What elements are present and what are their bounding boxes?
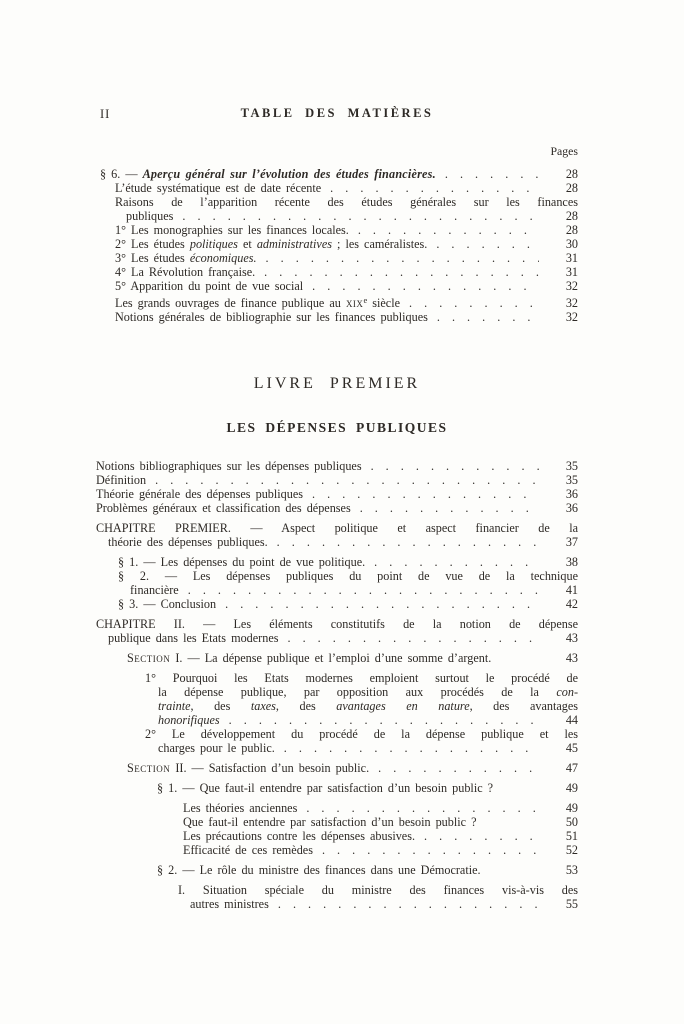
toc-entry-text: Définition xyxy=(96,473,147,487)
dot-leader xyxy=(188,583,539,597)
toc-entry-text: financière xyxy=(130,583,179,597)
toc-entry-text: Raisons de l’apparition récente des études générales sur les finances xyxy=(115,195,578,209)
toc-entry-line xyxy=(96,209,578,223)
page-number: 32 xyxy=(565,296,578,310)
toc-entry-text: publiques xyxy=(126,209,174,223)
page-number: 49 xyxy=(565,801,578,815)
page-number: 38 xyxy=(565,555,578,569)
page-header xyxy=(96,106,578,122)
toc-entry-text: Les théories anciennes xyxy=(183,801,298,815)
dot-leader xyxy=(445,167,539,181)
toc-entry-line xyxy=(96,631,578,645)
page-number: 32 xyxy=(565,279,578,293)
toc-entry-line xyxy=(96,761,578,775)
toc-entry-line xyxy=(96,521,578,535)
toc-entry-text: trainte, des taxes, des avantages en nature, des avantages xyxy=(158,699,579,713)
dot-leader xyxy=(378,761,539,775)
page-number: 44 xyxy=(565,713,578,727)
dot-leader xyxy=(182,209,539,223)
page-number: 55 xyxy=(565,897,578,911)
page-number: 31 xyxy=(565,265,578,279)
page-number: 28 xyxy=(565,181,578,195)
toc-entry-text: § 6. — Aperçu général sur l’évolution des études financières. xyxy=(100,167,436,181)
toc-entry-line xyxy=(96,651,578,665)
toc-entry-text: 3° Les études économiques. xyxy=(115,251,257,265)
toc-entry-line xyxy=(96,713,578,727)
dot-leader xyxy=(312,279,539,293)
toc-entry-text: Les grands ouvrages de finance publique au xix$^e$ siècle xyxy=(115,295,401,310)
page-number: 47 xyxy=(565,761,578,775)
toc-entry-text: L’étude systématique est de date récente xyxy=(115,181,322,195)
toc-entry-text: théorie des dépenses publiques. xyxy=(108,535,268,549)
page-number: 35 xyxy=(565,459,578,473)
page-number: 36 xyxy=(565,487,578,501)
folio-number: II xyxy=(100,107,111,121)
toc-entry-text: 1° Les monographies sur les finances locales. xyxy=(115,223,349,237)
toc-entry-line xyxy=(96,727,578,741)
dot-leader xyxy=(330,181,539,195)
toc-entry-line xyxy=(96,293,578,310)
toc-entry-line xyxy=(96,685,578,699)
page-number: 51 xyxy=(565,829,578,843)
toc-entry-line xyxy=(96,195,578,209)
toc-entry-line xyxy=(96,459,578,473)
dot-leader xyxy=(424,829,539,843)
toc-entry-line xyxy=(96,617,578,631)
toc-entry-line xyxy=(96,883,578,897)
dot-leader xyxy=(409,296,539,310)
dot-leader xyxy=(371,459,539,473)
toc-entry-text: autres ministres xyxy=(190,897,269,911)
page-number: 28 xyxy=(565,223,578,237)
toc-entry-line xyxy=(96,815,578,829)
toc-entry-text: Notions générales de bibliographie sur les finances publiques xyxy=(115,310,428,324)
dot-leader xyxy=(436,237,539,251)
toc-entry-line xyxy=(96,801,578,815)
toc-entry-line xyxy=(96,897,578,911)
toc-entry-text: § 1. — Les dépenses du point de vue politique. xyxy=(118,555,366,569)
toc-entry-line xyxy=(96,781,578,795)
page-number: 35 xyxy=(565,473,578,487)
page-number: 28 xyxy=(565,209,578,223)
toc-entry-text: 5° Apparition du point de vue social xyxy=(115,279,304,293)
toc-entry-text: § 1. — Que faut-il entendre par satisfaction d’un besoin public ? xyxy=(157,781,494,795)
toc-entry-line xyxy=(96,501,578,515)
toc-entry-text: 4° La Révolution française. xyxy=(115,265,256,279)
page-number: 36 xyxy=(565,501,578,515)
toc-entry-text: CHAPITRE II. — Les éléments constitutifs de la notion de dépense xyxy=(96,617,578,631)
toc-entry-text: Efficacité de ces remèdes xyxy=(183,843,313,857)
page-number: 41 xyxy=(565,583,578,597)
dot-leader xyxy=(322,843,539,857)
page-number: 32 xyxy=(565,310,578,324)
toc-entry-text: Notions bibliographiques sur les dépenses publiques xyxy=(96,459,362,473)
dot-leader xyxy=(277,535,539,549)
toc-entry-line xyxy=(96,699,578,713)
dot-leader xyxy=(284,741,539,755)
page-number: 28 xyxy=(565,167,578,181)
dot-leader xyxy=(306,801,539,815)
toc-entry-line xyxy=(96,167,578,181)
toc-entry-text: § 2. — Le rôle du ministre des finances dans une Démocratie. xyxy=(157,863,481,877)
page-number: 43 xyxy=(565,631,578,645)
dot-leader xyxy=(287,631,539,645)
page-number: 31 xyxy=(565,251,578,265)
toc-entry-line xyxy=(96,265,578,279)
page-title: TABLE DES MATIÈRES xyxy=(240,106,434,120)
page-number: 30 xyxy=(565,237,578,251)
dot-leader xyxy=(374,555,539,569)
page-number: 42 xyxy=(565,597,578,611)
toc-entry-line xyxy=(96,843,578,857)
toc-entry-line xyxy=(96,310,578,324)
page-number: 49 xyxy=(565,781,578,795)
page-number: 50 xyxy=(565,815,578,829)
toc-entry-text: Les précautions contre les dépenses abusives. xyxy=(183,829,416,843)
dot-leader xyxy=(229,713,539,727)
dot-leader xyxy=(264,265,539,279)
pages-column-label: Pages xyxy=(550,144,578,158)
page-number: 52 xyxy=(565,843,578,857)
toc-entry-text: 2° Le développement du procédé de la dépense publique et les xyxy=(145,727,578,741)
book-title-heading: LES DÉPENSES PUBLIQUES xyxy=(226,420,448,435)
dot-leader xyxy=(278,897,539,911)
toc-entry-line xyxy=(96,569,578,583)
page-number: 53 xyxy=(565,863,578,877)
toc-entry-text: la dépense publique, par opposition aux procédés de la con- xyxy=(158,685,578,699)
livre-heading: LIVRE PREMIER xyxy=(253,375,421,392)
toc-entry-text: Que faut-il entendre par satisfaction d’un besoin public ? xyxy=(183,815,477,829)
toc-entry-text: Section I. — La dépense publique et l’emploi d’une somme d’argent. xyxy=(127,651,492,665)
toc-entry-line xyxy=(96,597,578,611)
page-content xyxy=(96,106,578,911)
toc-entry-line xyxy=(96,671,578,685)
toc-entry-text: CHAPITRE PREMIER. — Aspect politique et aspect financier de la xyxy=(96,521,578,535)
toc-entry-line xyxy=(96,555,578,569)
toc-entry-text: § 3. — Conclusion xyxy=(118,597,217,611)
toc-entry-line xyxy=(96,829,578,843)
dot-leader xyxy=(312,487,539,501)
toc-entry-text: Théorie générale des dépenses publiques xyxy=(96,487,303,501)
toc-entry-text: Section II. — Satisfaction d’un besoin public. xyxy=(127,761,370,775)
toc-entry-line xyxy=(96,251,578,265)
dot-leader xyxy=(360,501,539,515)
dot-leader xyxy=(155,473,539,487)
dot-leader xyxy=(358,223,539,237)
toc-entry-line xyxy=(96,237,578,251)
toc-entry-text: I. Situation spéciale du ministre des finances vis-à-vis des xyxy=(178,883,578,897)
page-number: 45 xyxy=(565,741,578,755)
toc-entry-text: charges pour le public. xyxy=(158,741,275,755)
toc-entry-line xyxy=(96,583,578,597)
toc-entry-text: Problèmes généraux et classification des dépenses xyxy=(96,501,351,515)
toc-entry-text: § 2. — Les dépenses publiques du point de vue de la technique xyxy=(118,569,578,583)
toc-entry-line xyxy=(96,223,578,237)
toc-entry-line xyxy=(96,741,578,755)
toc-entry-line xyxy=(96,473,578,487)
toc-entry-line xyxy=(96,279,578,293)
dot-leader xyxy=(266,251,539,265)
toc-entry-line xyxy=(96,535,578,549)
toc-entry-line xyxy=(96,181,578,195)
dot-leader xyxy=(437,310,539,324)
toc-entry-line xyxy=(96,863,578,877)
toc-entry-line xyxy=(96,487,578,501)
toc-entry-text: honorifiques xyxy=(158,713,220,727)
page-number: 43 xyxy=(565,651,578,665)
toc-entry-text: publique dans les Etats modernes xyxy=(108,631,279,645)
dot-leader xyxy=(225,597,539,611)
toc-entry-text: 2° Les études politiques et administratives ; les caméralistes. xyxy=(115,237,428,251)
toc-entry-text: 1° Pourquoi les Etats modernes emploient surtout le procédé de xyxy=(145,671,578,685)
toc-flow xyxy=(96,167,578,911)
page-number: 37 xyxy=(565,535,578,549)
